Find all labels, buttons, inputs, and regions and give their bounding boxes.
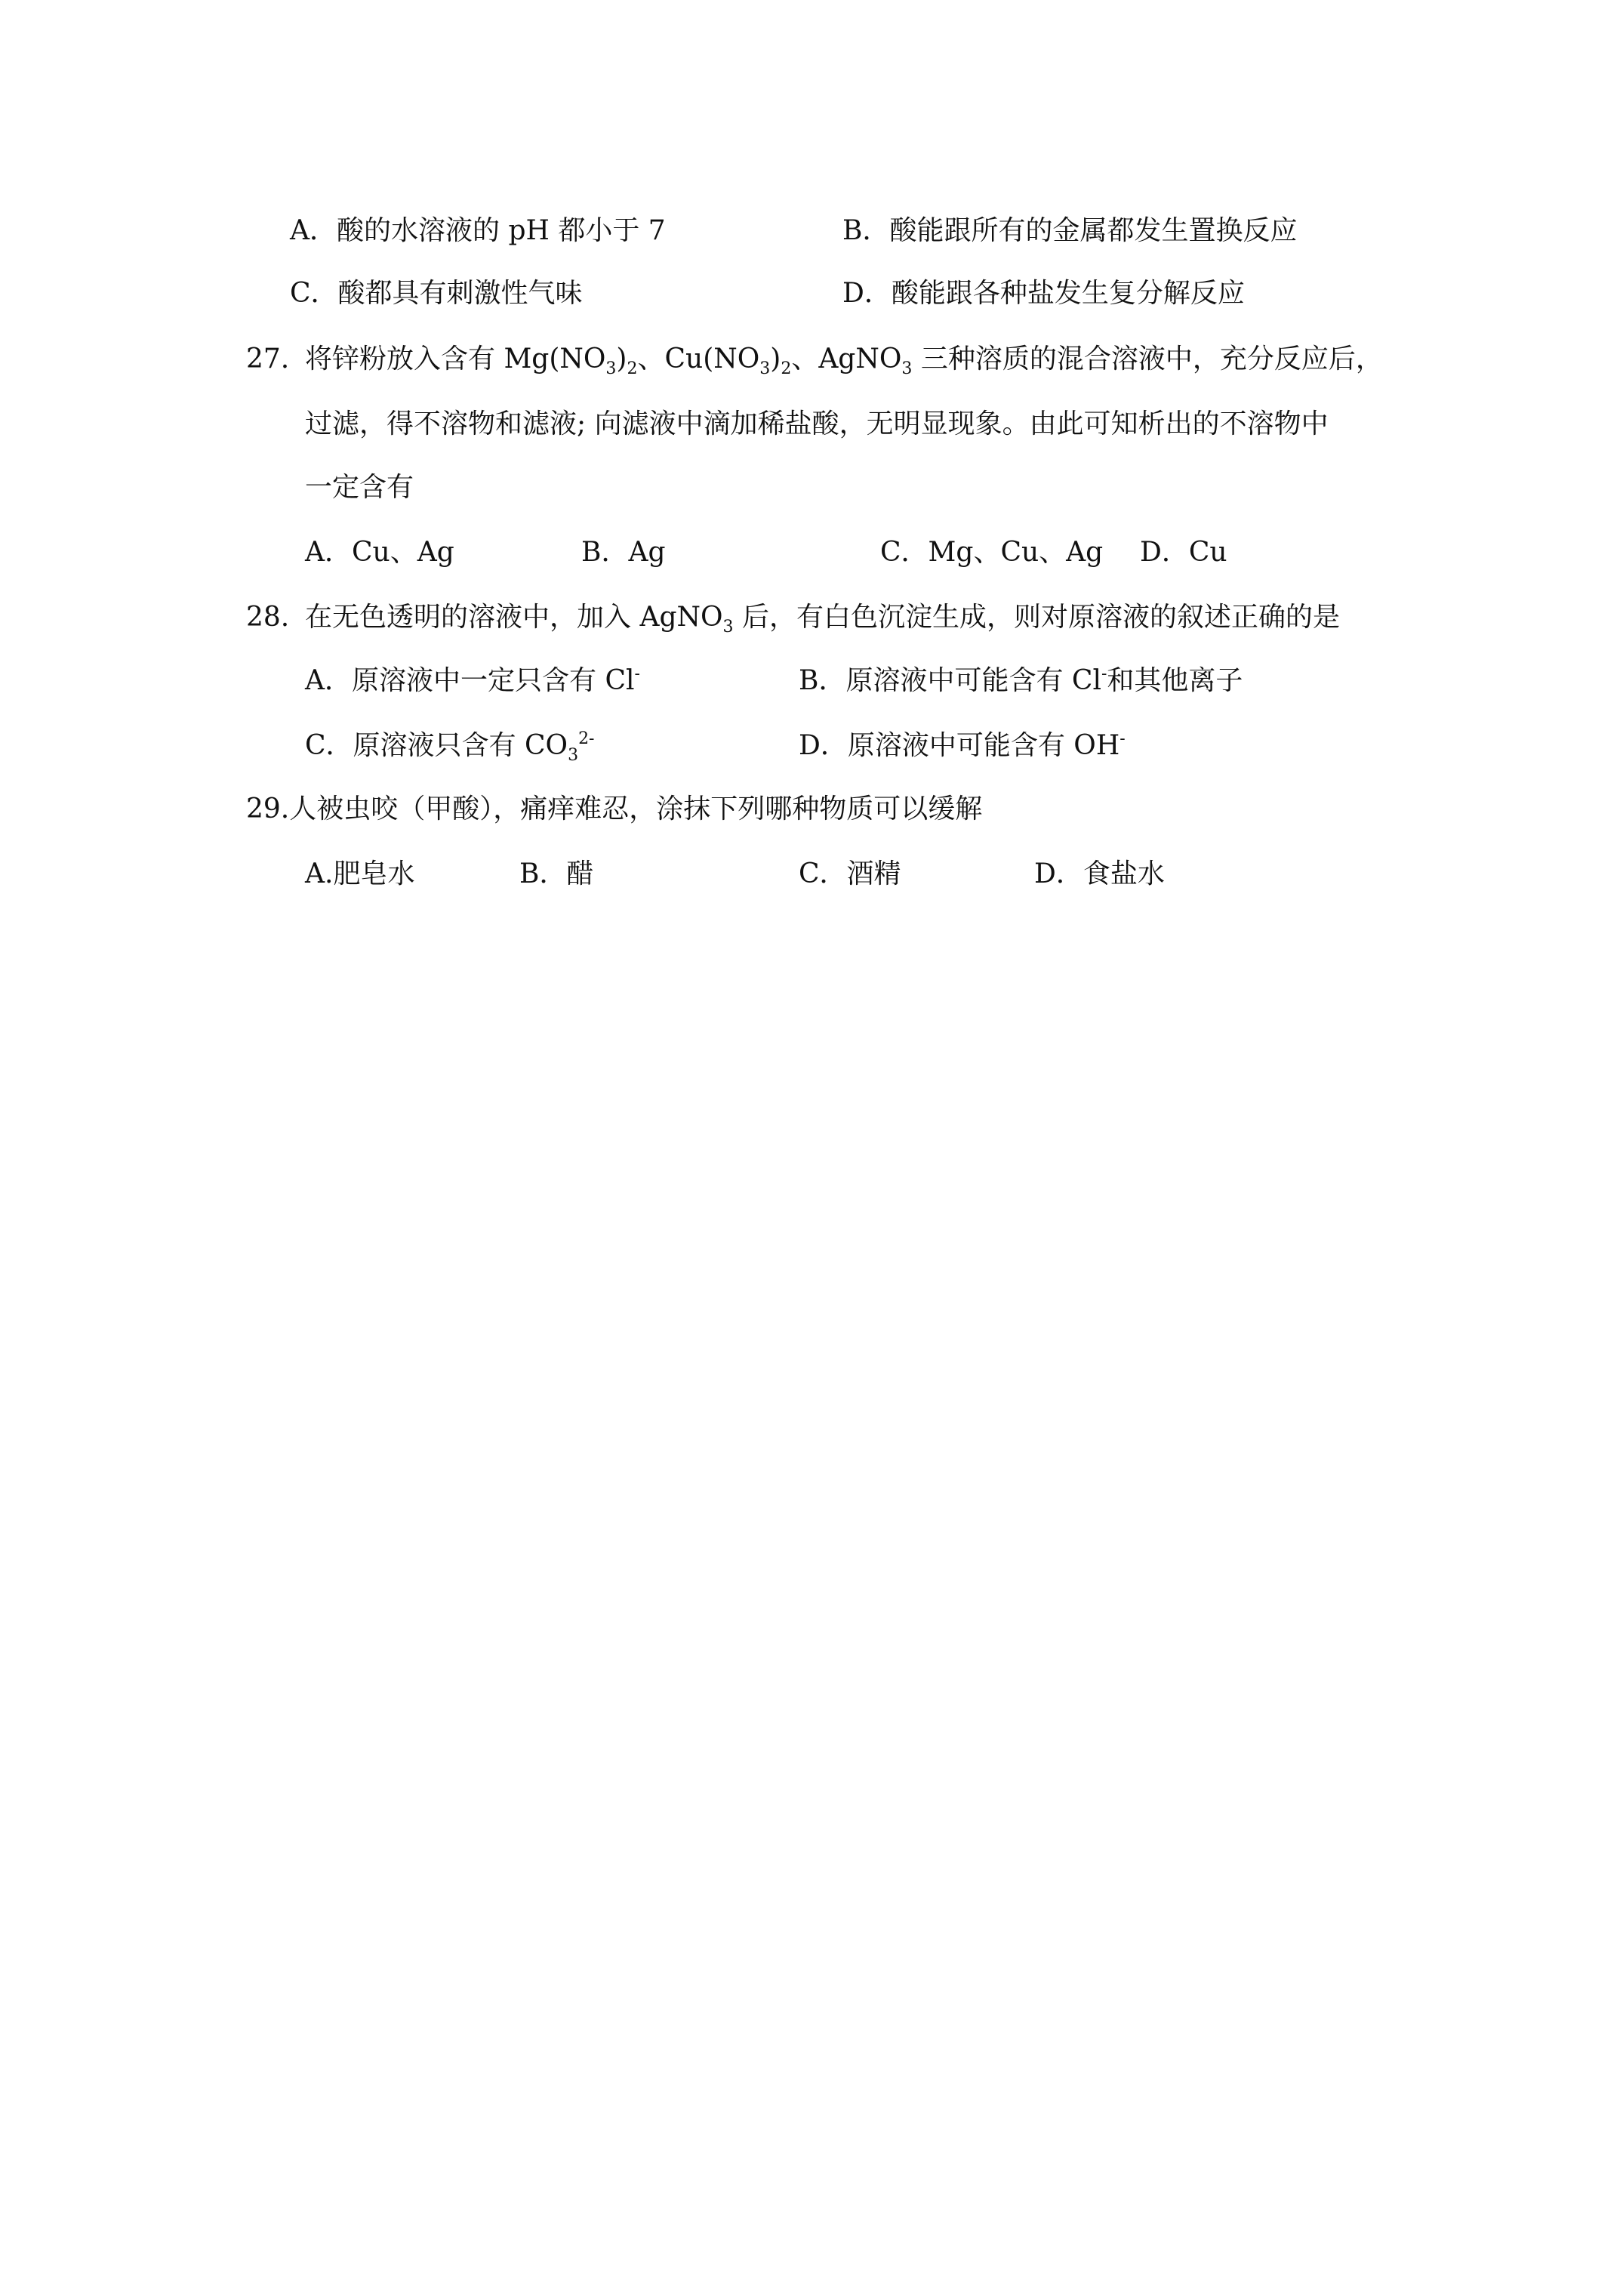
q28-option-a: A．原溶液中一定只含有 Cl-	[305, 664, 640, 696]
q27-number: 27.	[246, 344, 290, 374]
q29-option-d: D．食盐水	[1034, 858, 1165, 889]
q27-stem-line3: 一定含有	[305, 472, 414, 503]
q29-stem: 29.人被虫咬（甲酸），痛痒难忍，涂抹下列哪种物质可以缓解	[246, 794, 983, 824]
q26-option-c: C．酸都具有刺激性气味	[290, 278, 583, 309]
q28-number: 28.	[246, 602, 290, 633]
q29-option-c: C．酒精	[799, 858, 901, 889]
q27-option-c: C．Mg、Cu、Ag	[880, 537, 1104, 568]
q29-option-a: A.肥皂水	[305, 858, 415, 889]
q27-stem-line2: 过滤，得不溶物和滤液; 向滤液中滴加稀盐酸，无明显现象。由此可知析出的不溶物中	[305, 408, 1329, 439]
q29-option-b: B．醋	[519, 858, 594, 889]
q27-option-d: D．Cu	[1140, 537, 1227, 568]
q26-option-b: B．酸能跟所有的金属都发生置换反应	[842, 215, 1298, 246]
q26-option-a: A．酸的水溶液的 pH 都小于 7	[290, 215, 666, 246]
q28-option-b: B．原溶液中可能含有 Cl-和其他离子	[799, 664, 1243, 696]
q27-option-a: A．Cu、Ag	[305, 537, 454, 568]
q28-stem: 在无色透明的溶液中，加入 AgNO$_3$ 后，有白色沉淀生成，则对原溶液的叙述正确的是	[305, 602, 1340, 636]
q28-option-c: C．原溶液只含有 $CO_3^{2-}$	[305, 729, 595, 765]
q27-option-b: B．Ag	[581, 537, 666, 568]
q27-stem-line1: 将锌粉放入含有 $Mg(NO_3)_2$、$Cu(NO_3)_2$、AgNO$_3$ 三种溶质的混合溶液中，充分反应后，	[305, 344, 1383, 378]
q28-option-d: D．原溶液中可能含有 OH-	[799, 729, 1126, 761]
q26-option-d: D．酸能跟各种盐发生复分解反应	[842, 278, 1245, 309]
